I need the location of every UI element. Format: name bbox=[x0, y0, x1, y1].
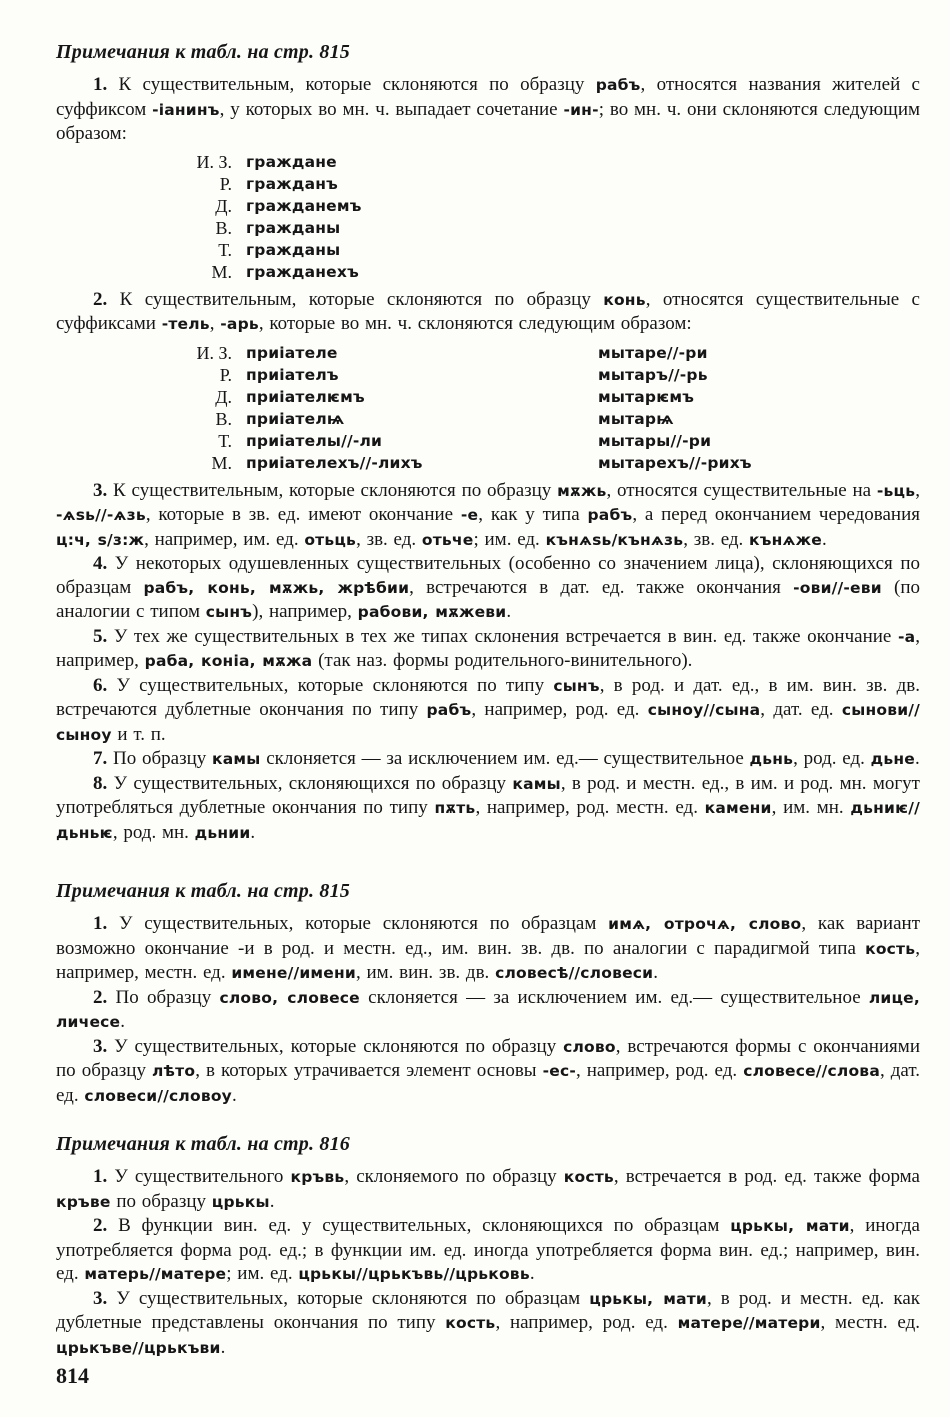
ocs-word: слово bbox=[563, 1037, 616, 1056]
ocs-word: -ѧѕь//-ѧзь bbox=[56, 506, 146, 524]
item-number: 2. bbox=[93, 986, 108, 1008]
word-form: мытарѥмъ bbox=[598, 387, 695, 406]
text-run: , например, род. ед. bbox=[471, 699, 648, 720]
ocs-word: отьць bbox=[304, 530, 357, 549]
text-run: . bbox=[529, 1263, 535, 1284]
text-run: . bbox=[506, 601, 512, 622]
declension-table bbox=[174, 151, 920, 283]
ocs-word: црькы, мати bbox=[730, 1217, 850, 1235]
ocs-word: лице, личесе bbox=[56, 988, 920, 1031]
case-label: И. З. bbox=[196, 342, 232, 363]
word-form: мытарѩ bbox=[598, 409, 674, 428]
case-label: И. З. bbox=[196, 151, 232, 172]
case-label: Р. bbox=[219, 173, 232, 194]
text-run: У существительного bbox=[107, 1166, 291, 1187]
ocs-word: слово, словесе bbox=[219, 988, 360, 1007]
word-form: приіателе bbox=[246, 343, 338, 362]
item-number: 5. bbox=[93, 625, 108, 647]
text-run: ), например, bbox=[252, 601, 358, 622]
text-run: , иногда употребляется форма род. ед.; в функции им. ед. иногда употребляется форма вин. ед.; например, вин. ед. bbox=[56, 1215, 920, 1284]
text-run: По образцу bbox=[107, 748, 212, 769]
text-run: склоняется — за исключением им. ед.— существительное bbox=[359, 986, 869, 1008]
text-run: , род. мн. bbox=[112, 821, 195, 843]
ocs-word: имене//имени bbox=[231, 964, 356, 982]
ocs-word: ц:ч, ѕ/з:ж bbox=[56, 530, 145, 549]
text-run: , у которых во мн. ч. выпадает сочетание bbox=[219, 98, 564, 120]
note-paragraph bbox=[56, 747, 920, 772]
text-run: У существительных, склоняющихся по образцу bbox=[107, 772, 513, 794]
ocs-word: лѣто bbox=[152, 1062, 196, 1080]
item-number: 6. bbox=[93, 674, 108, 696]
text-run: , в род. и местн. ед., в им. и род. мн. могут употребляться дублетные окончания по типу bbox=[56, 772, 920, 818]
text-run: . bbox=[821, 528, 827, 550]
item-number: 1. bbox=[93, 913, 108, 934]
text-run: У существительных, которые склоняются по типу bbox=[107, 674, 554, 696]
item-number: 1. bbox=[93, 1166, 108, 1187]
text-run: , в род. и местн. ед. как дублетные представлены окончания по типу bbox=[56, 1287, 920, 1333]
text-run: , например, местн. ед. bbox=[56, 937, 920, 983]
text-run: , в которых утрачивается элемент основы bbox=[195, 1060, 543, 1081]
note-paragraph bbox=[56, 674, 920, 748]
note-paragraph bbox=[56, 912, 920, 986]
text-run: ; во мн. ч. они склоняются следующим образом: bbox=[56, 98, 921, 144]
case-label: В. bbox=[215, 217, 232, 238]
ocs-word: дьне bbox=[870, 750, 915, 768]
text-run: , относятся существительные с суффиксами bbox=[56, 288, 920, 334]
ocs-word: кость bbox=[563, 1168, 614, 1186]
ocs-word: -ови//-еви bbox=[793, 578, 882, 597]
item-number: 3. bbox=[93, 1287, 108, 1309]
case-label: Д. bbox=[215, 386, 232, 407]
note-paragraph bbox=[56, 288, 920, 337]
ocs-word: камы bbox=[512, 774, 561, 793]
text-run: , относятся названия жителей с суффиксом bbox=[56, 74, 920, 120]
ocs-word: црькы//црькъвь//црьковь bbox=[298, 1265, 530, 1283]
note-paragraph bbox=[56, 73, 920, 146]
ocs-word: -ьць bbox=[876, 481, 916, 500]
table-row bbox=[174, 342, 920, 364]
text-run: , зв. ед. bbox=[356, 528, 422, 550]
ocs-word: словесѣ//словеси bbox=[495, 964, 654, 982]
text-run: ; им. ед. bbox=[226, 1263, 299, 1284]
word-form: приіателъ bbox=[246, 365, 339, 384]
text-run: У существительных, которые склоняются по образцу bbox=[107, 1035, 564, 1057]
text-run: , bbox=[915, 479, 920, 501]
notes-section bbox=[56, 40, 920, 845]
note-paragraph bbox=[56, 625, 920, 674]
ocs-word: дьнь bbox=[749, 750, 794, 768]
text-run: , которые в зв. ед. имеют окончание bbox=[145, 504, 461, 525]
case-label: Р. bbox=[219, 364, 232, 385]
text-run: по образцу bbox=[110, 1190, 212, 1212]
ocs-word: матере//матери bbox=[677, 1314, 821, 1332]
table-row bbox=[174, 217, 920, 239]
text-run: , встречается в род. ед. также форма bbox=[613, 1166, 920, 1187]
ocs-word: -ин- bbox=[563, 100, 599, 119]
case-label: В. bbox=[215, 408, 232, 429]
text-run: , а перед окончанием чередования bbox=[632, 504, 920, 525]
text-run: У существительных, которые склоняются по образцам bbox=[107, 913, 609, 934]
case-label: М. bbox=[211, 452, 232, 473]
text-run: , род. ед. bbox=[793, 748, 871, 769]
word-form: гражданъ bbox=[246, 174, 339, 193]
text-run: , например, им. ед. bbox=[144, 528, 305, 550]
word-form: мытарехъ//-рихъ bbox=[598, 453, 752, 472]
ocs-word: камени bbox=[704, 799, 772, 817]
text-run: и т. п. bbox=[111, 723, 166, 745]
text-run: , им. мн. bbox=[771, 797, 851, 818]
text-run: У существительных, которые склоняются по образцам bbox=[107, 1287, 590, 1309]
ocs-word: конь bbox=[603, 290, 646, 309]
case-label: М. bbox=[211, 261, 232, 282]
note-paragraph bbox=[56, 1165, 920, 1214]
text-run: , им. вин. зв. дв. bbox=[355, 962, 496, 983]
ocs-word: мѫжь bbox=[557, 481, 607, 500]
table-row bbox=[174, 430, 920, 452]
ocs-word: кость bbox=[865, 939, 916, 958]
ocs-word: кръвь bbox=[290, 1168, 345, 1186]
item-number: 7. bbox=[93, 748, 108, 769]
text-run: , например, род. ед. bbox=[495, 1312, 678, 1333]
ocs-word: раба, коніа, мѫжа bbox=[144, 652, 313, 670]
text-run: , дат. ед. bbox=[56, 1060, 920, 1106]
item-number: 3. bbox=[93, 479, 108, 501]
text-run: У некоторых одушевленных существительных (особенно со значением лица), склоняющихся по образцам bbox=[56, 553, 920, 598]
item-number: 2. bbox=[93, 288, 108, 310]
item-number: 4. bbox=[93, 553, 108, 574]
notes-section bbox=[56, 879, 920, 1108]
item-number: 1. bbox=[93, 74, 108, 95]
text-run: , дат. ед. bbox=[760, 699, 842, 720]
word-form: гражданы bbox=[246, 218, 341, 237]
text-run: В функции вин. ед. у существительных, склоняющихся по образцам bbox=[107, 1215, 731, 1236]
word-form: мытары//-ри bbox=[598, 431, 712, 450]
ocs-word: сынъ bbox=[205, 603, 253, 621]
text-run: , которые во мн. ч. склоняются следующим образом: bbox=[258, 313, 692, 334]
word-form: приіателехъ//-лихъ bbox=[246, 453, 423, 472]
ocs-word: словеси//словоу bbox=[84, 1086, 232, 1105]
note-paragraph bbox=[56, 552, 920, 625]
word-form: гражданехъ bbox=[246, 262, 359, 281]
text-run: . bbox=[915, 748, 920, 769]
ocs-word: кънѧѕь/кънѧзь bbox=[545, 530, 684, 549]
text-run: , например, род. местн. ед. bbox=[475, 797, 705, 818]
ocs-word: кость bbox=[445, 1314, 496, 1332]
text-run: ; им. ед. bbox=[473, 528, 546, 550]
ocs-word: -ес- bbox=[542, 1062, 576, 1080]
ocs-word: рабъ, конь, мѫжь, жрѣбии bbox=[143, 578, 410, 597]
ocs-word: црькы bbox=[211, 1192, 270, 1211]
note-paragraph bbox=[56, 1214, 920, 1287]
declension-table bbox=[174, 342, 920, 474]
ocs-word: црькъве//црькъви bbox=[56, 1338, 221, 1357]
note-paragraph bbox=[56, 1035, 920, 1109]
word-form: мытаръ//-рь bbox=[598, 365, 708, 384]
ocs-word: пѫть bbox=[434, 799, 476, 817]
section-heading: Примечания к табл. на стр. 815 bbox=[56, 41, 350, 63]
ocs-word: словесе//слова bbox=[743, 1062, 880, 1080]
text-run: , как у типа bbox=[478, 504, 588, 525]
text-run: . bbox=[250, 821, 256, 843]
table-row bbox=[174, 452, 920, 474]
section-heading: Примечания к табл. на стр. 816 bbox=[56, 1133, 350, 1155]
ocs-word: кръве bbox=[56, 1192, 111, 1211]
table-row bbox=[174, 239, 920, 261]
table-row bbox=[174, 173, 920, 195]
ocs-word: сынови//сыноу bbox=[56, 701, 920, 744]
ocs-word: црькы, мати bbox=[589, 1289, 707, 1308]
text-run: К существительным, которые склоняются по образцу bbox=[107, 74, 596, 95]
section-heading: Примечания к табл. на стр. 815 bbox=[56, 880, 350, 902]
text-run: , например, bbox=[56, 625, 920, 671]
ocs-word: -іанинъ bbox=[152, 100, 220, 119]
table-row bbox=[174, 386, 920, 408]
word-form: граждане bbox=[246, 152, 337, 171]
text-run: По образцу bbox=[107, 986, 220, 1008]
text-run: (по аналогии с типом bbox=[56, 576, 920, 622]
text-run: У тех же существительных в тех же типах склонения встречается в вин. ед. также окончание bbox=[107, 625, 898, 647]
table-row bbox=[174, 364, 920, 386]
text-run: . bbox=[653, 962, 658, 983]
table-row bbox=[174, 151, 920, 173]
table-row bbox=[174, 408, 920, 430]
page-number: 814 bbox=[56, 1363, 89, 1388]
text-run: , как вариант возможно окончание -и в род. и местн. ед., им. вин. зв. дв. по аналогии с парадигмой типа bbox=[56, 913, 921, 959]
ocs-word: -е bbox=[460, 506, 479, 524]
ocs-word: сыноу//сына bbox=[647, 701, 761, 719]
text-run: , например, род. ед. bbox=[575, 1060, 744, 1081]
item-number: 2. bbox=[93, 1215, 108, 1236]
text-run: , в род. и дат. ед., в им. вин. зв. дв. встречаются дублетные окончания по типу bbox=[56, 674, 920, 720]
item-number: 3. bbox=[93, 1035, 108, 1057]
case-label: Т. bbox=[218, 239, 232, 260]
ocs-word: рабъ bbox=[587, 506, 633, 524]
ocs-word: рабови, мѫжеви bbox=[357, 603, 507, 621]
word-form: мытаре//-ри bbox=[598, 343, 708, 362]
table-row bbox=[174, 261, 920, 283]
case-label: Т. bbox=[218, 430, 232, 451]
ocs-word: отьче bbox=[421, 530, 474, 549]
text-run: (так наз. формы родительного-винительного). bbox=[312, 650, 693, 671]
word-form: приіателы//-ли bbox=[246, 431, 383, 450]
ocs-word: рабъ bbox=[426, 701, 472, 719]
ocs-word: кънѧже bbox=[749, 530, 822, 549]
word-form: гражданы bbox=[246, 240, 341, 259]
text-run: К существительным, которые склоняются по образцу bbox=[107, 288, 604, 310]
text-run: . bbox=[269, 1190, 275, 1212]
case-label: Д. bbox=[215, 195, 232, 216]
word-form: приіателѥмъ bbox=[246, 387, 365, 406]
text-run: , относятся существительные на bbox=[606, 479, 877, 501]
ocs-word: рабъ bbox=[595, 76, 641, 94]
text-run: , местн. ед. bbox=[820, 1312, 920, 1333]
word-form: гражданемъ bbox=[246, 196, 362, 215]
ocs-word: -тель bbox=[161, 315, 210, 333]
note-paragraph bbox=[56, 772, 920, 846]
text-run: . bbox=[220, 1336, 226, 1358]
text-run: . bbox=[232, 1084, 237, 1106]
ocs-word: камы bbox=[212, 750, 261, 768]
text-run: , встречаются формы с окончаниями по образцу bbox=[56, 1035, 920, 1081]
text-run: К существительным, которые склоняются по образцу bbox=[107, 479, 558, 501]
ocs-word: имѧ, отрочѧ, слово bbox=[608, 915, 802, 933]
table-row bbox=[174, 195, 920, 217]
text-run: склоняется — за исключением им. ед.— существительное bbox=[260, 748, 750, 769]
text-run: . bbox=[120, 1011, 126, 1032]
item-number: 8. bbox=[93, 772, 108, 794]
ocs-word: дьнии bbox=[194, 823, 251, 842]
ocs-word: дьниѥ//дьньѥ bbox=[56, 799, 920, 842]
note-paragraph bbox=[56, 479, 920, 553]
ocs-word: -арь bbox=[220, 315, 259, 333]
ocs-word: сынъ bbox=[553, 676, 600, 695]
ocs-word: -а bbox=[897, 627, 916, 646]
word-form: приіателѩ bbox=[246, 409, 345, 428]
text-run: , встречаются в дат. ед. также окончания bbox=[409, 576, 794, 598]
note-paragraph bbox=[56, 1287, 920, 1361]
sections-container bbox=[56, 40, 920, 1360]
text-run: , bbox=[209, 313, 221, 334]
text-run: , зв. ед. bbox=[683, 528, 750, 550]
text-run: , склоняемого по образцу bbox=[344, 1166, 564, 1187]
notes-section bbox=[56, 1132, 920, 1360]
note-paragraph bbox=[56, 986, 920, 1035]
ocs-word: матерь//матере bbox=[84, 1265, 227, 1283]
